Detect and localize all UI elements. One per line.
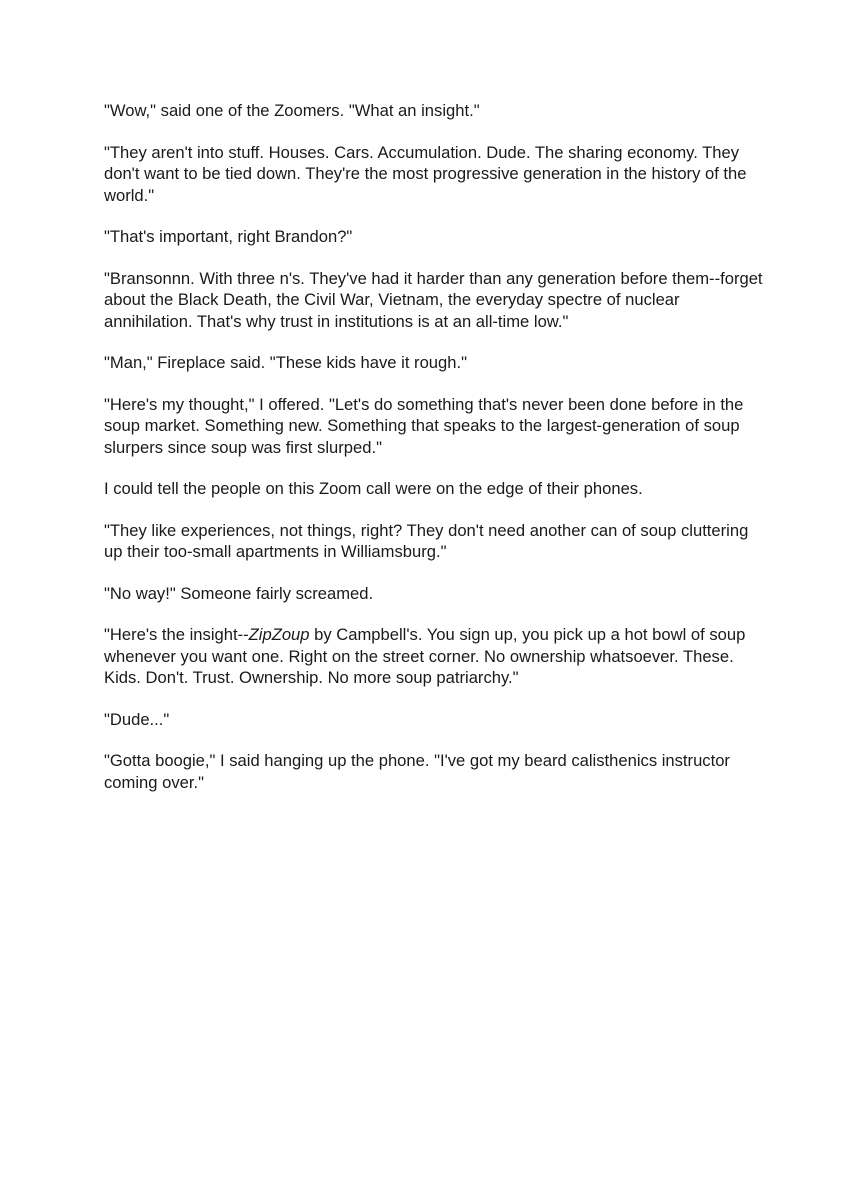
paragraph-text-before: "Here's the insight-- xyxy=(104,625,249,644)
paragraph: "That's important, right Brandon?" xyxy=(104,227,353,246)
paragraph: "No way!" Someone fairly screamed. xyxy=(104,583,374,603)
paragraph: I could tell the people on this Zoom call were on the edge of their phones. xyxy=(104,479,643,498)
document-body xyxy=(104,100,764,813)
paragraph: "Here's my thought," I offered. "Let's do something that's never been done before in the soup market. Something new. Something that speaks to the largest-generation of soup slurpers since soup was first slurped." xyxy=(104,394,744,457)
paragraph: "Dude..." xyxy=(104,709,170,729)
paragraph-zipzoup xyxy=(104,624,764,689)
paragraph: "Wow," said one of the Zoomers. "What an insight." xyxy=(104,101,480,120)
paragraph: "Man," Fireplace said. "These kids have it rough." xyxy=(104,353,467,372)
paragraph-text-after: by Campbell's. You sign up, you pick up a hot bowl of soup whenever you want one. Right on the street corner. No ownership whatsoever. These. Kids. Don't. Trust. Ownership. No more soup patriarchy." xyxy=(104,625,746,687)
paragraph: "They like experiences, not things, right? They don't need another can of soup cluttering up their too-small apartments in Williamsburg." xyxy=(104,520,749,561)
paragraph: "Gotta boogie," I said hanging up the phone. "I've got my beard calisthenics instructor coming over." xyxy=(104,751,730,792)
paragraph: "They aren't into stuff. Houses. Cars. Accumulation. Dude. The sharing economy. They don't want to be tied down. They're the most progressive generation in the history of the world." xyxy=(104,142,747,205)
paragraph: "Bransonnn. With three n's. They've had it harder than any generation before them--forget about the Black Death, the Civil War, Vietnam, the everyday spectre of nuclear annihilation. That's why trust in institutions is at an all-time low." xyxy=(104,268,763,331)
product-name: ZipZoup xyxy=(248,625,310,644)
